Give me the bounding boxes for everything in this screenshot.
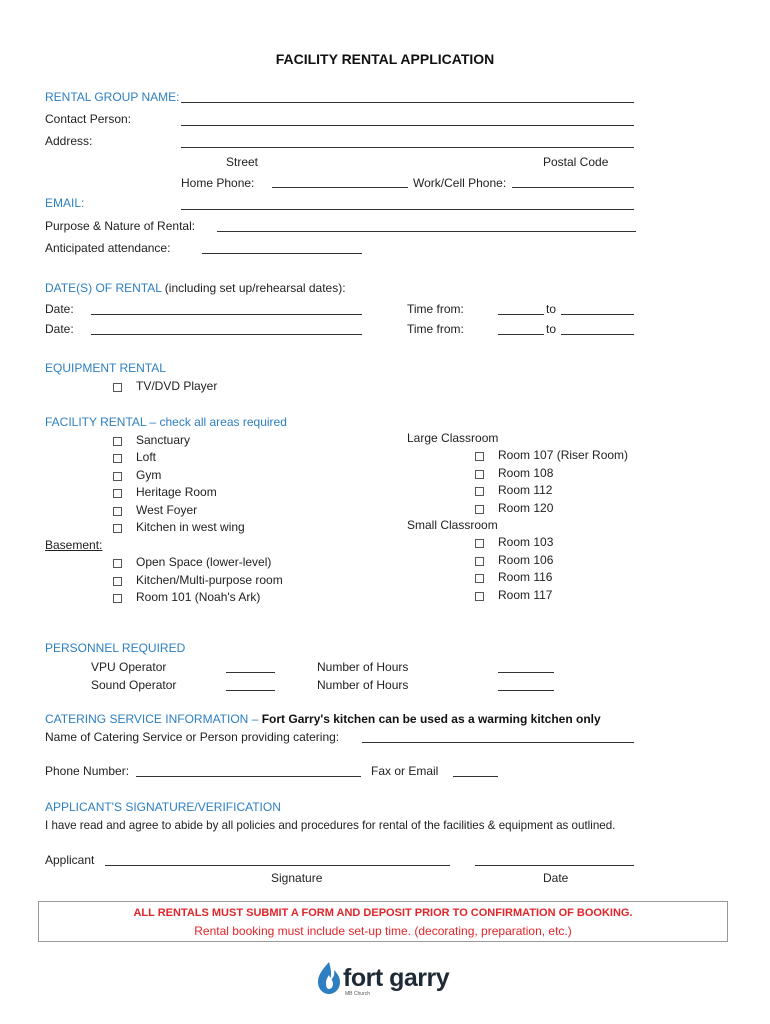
page-title: FACILITY RENTAL APPLICATION (275, 51, 495, 67)
kitchen-multipurpose-label: Kitchen/Multi-purpose room (136, 573, 283, 587)
room-103-label: Room 103 (498, 535, 554, 549)
address-label: Address: (45, 134, 93, 148)
address-field[interactable] (181, 147, 634, 148)
signature-statement: I have read and agree to abide by all policies and procedures for rental of the facilities & equipment as outlined. (45, 819, 616, 832)
dates-heading-note: (including set up/rehearsal dates): (164, 281, 346, 295)
open-space-checkbox[interactable] (113, 559, 122, 568)
room-101-checkbox[interactable] (113, 594, 122, 603)
work-cell-phone-field[interactable] (512, 187, 634, 188)
catering-phone-label: Phone Number: (45, 764, 130, 778)
date-caption: Date (543, 871, 569, 885)
catering-fax-field[interactable] (453, 776, 498, 777)
gym-checkbox[interactable] (113, 472, 122, 481)
room-108-label: Room 108 (498, 466, 554, 480)
applicant-date-field[interactable] (475, 865, 634, 866)
room-112-checkbox[interactable] (475, 487, 484, 496)
room-103-checkbox[interactable] (475, 539, 484, 548)
booking-warning: ALL RENTALS MUST SUBMIT A FORM AND DEPOSIT PRIOR TO CONFIRMATION OF BOOKING. (133, 907, 633, 919)
date-field-1[interactable] (91, 314, 362, 315)
west-foyer-checkbox[interactable] (113, 507, 122, 516)
vpu-operator-label: VPU Operator (91, 660, 167, 674)
loft-label: Loft (136, 450, 157, 464)
room-107-label: Room 107 (Riser Room) (498, 448, 629, 462)
to-label-2: to (546, 322, 557, 336)
personnel-heading: PERSONNEL REQUIRED (45, 641, 186, 655)
catering-fax-label: Fax or Email (371, 764, 439, 778)
room-117-label: Room 117 (498, 588, 553, 602)
room-120-checkbox[interactable] (475, 505, 484, 514)
vpu-hours-label: Number of Hours (317, 660, 409, 674)
email-field[interactable] (181, 209, 634, 210)
catering-service-field[interactable] (362, 742, 634, 743)
catering-note: Fort Garry's kitchen can be used as a warming kitchen only (261, 712, 601, 726)
signature-caption: Signature (271, 871, 323, 885)
open-space-label: Open Space (lower-level) (136, 555, 272, 569)
time-to-field-2[interactable] (561, 334, 634, 335)
vpu-operator-field[interactable] (226, 672, 275, 673)
catering-phone-field[interactable] (136, 776, 361, 777)
signature-heading: APPLICANT'S SIGNATURE/VERIFICATION (45, 800, 281, 814)
loft-checkbox[interactable] (113, 454, 122, 463)
large-classroom-label: Large Classroom (407, 431, 499, 445)
room-117-checkbox[interactable] (475, 592, 484, 601)
postal-code-caption: Postal Code (543, 155, 609, 169)
catering-heading-label: CATERING SERVICE INFORMATION (45, 712, 249, 726)
purpose-label: Purpose & Nature of Rental: (45, 219, 196, 233)
basement-label: Basement: (45, 538, 103, 552)
catering-heading-dash: – (248, 712, 262, 726)
time-from-label-1: Time from: (407, 302, 464, 316)
sound-operator-field[interactable] (226, 690, 275, 691)
sound-hours-field[interactable] (498, 690, 554, 691)
attendance-label: Anticipated attendance: (45, 241, 171, 255)
room-112-label: Room 112 (498, 483, 553, 497)
to-label-1: to (546, 302, 557, 316)
contact-person-label: Contact Person: (45, 112, 132, 126)
room-106-checkbox[interactable] (475, 557, 484, 566)
time-to-field-1[interactable] (561, 314, 634, 315)
rental-group-name-label: RENTAL GROUP NAME: (45, 90, 180, 104)
room-120-label: Room 120 (498, 501, 554, 515)
heritage-room-checkbox[interactable] (113, 489, 122, 498)
flame-drop-icon (316, 961, 342, 995)
time-from-label-2: Time from: (407, 322, 464, 336)
room-106-label: Room 106 (498, 553, 554, 567)
time-from-field-2[interactable] (498, 334, 544, 335)
small-classroom-label: Small Classroom (407, 518, 498, 532)
email-label: EMAIL: (45, 196, 85, 210)
gym-label: Gym (136, 468, 162, 482)
catering-heading (45, 712, 601, 726)
room-107-checkbox[interactable] (475, 452, 484, 461)
catering-service-label: Name of Catering Service or Person providing catering: (45, 730, 340, 744)
sound-hours-label: Number of Hours (317, 678, 409, 692)
sanctuary-checkbox[interactable] (113, 437, 122, 446)
heritage-room-label: Heritage Room (136, 485, 217, 499)
street-caption: Street (226, 155, 259, 169)
tv-dvd-checkbox[interactable] (113, 383, 122, 392)
tv-dvd-label: TV/DVD Player (136, 379, 218, 393)
contact-person-field[interactable] (181, 125, 634, 126)
date-field-2[interactable] (91, 334, 362, 335)
room-116-label: Room 116 (498, 570, 553, 584)
room-116-checkbox[interactable] (475, 574, 484, 583)
date-label-2: Date: (45, 322, 74, 336)
room-108-checkbox[interactable] (475, 470, 484, 479)
dates-heading (45, 281, 346, 295)
date-label-1: Date: (45, 302, 74, 316)
rental-group-name-field[interactable] (181, 102, 634, 103)
west-foyer-label: West Foyer (136, 503, 198, 517)
booking-notice-box (38, 901, 728, 942)
attendance-field[interactable] (202, 253, 362, 254)
logo-name: fort garry (343, 964, 450, 992)
applicant-label: Applicant (45, 853, 95, 867)
home-phone-label: Home Phone: (181, 176, 255, 190)
work-cell-phone-label: Work/Cell Phone: (413, 176, 507, 190)
kitchen-multipurpose-checkbox[interactable] (113, 577, 122, 586)
home-phone-field[interactable] (272, 187, 408, 188)
room-101-label: Room 101 (Noah's Ark) (136, 590, 261, 604)
dates-heading-label: DATE(S) OF RENTAL (45, 281, 162, 295)
facility-heading: FACILITY RENTAL – check all areas required (45, 415, 287, 429)
kitchen-west-wing-checkbox[interactable] (113, 524, 122, 533)
applicant-signature-field[interactable] (105, 865, 450, 866)
fort-garry-logo (316, 960, 450, 1000)
sound-operator-label: Sound Operator (91, 678, 177, 692)
purpose-field[interactable] (217, 231, 636, 232)
kitchen-west-wing-label: Kitchen in west wing (136, 520, 245, 534)
equipment-heading: EQUIPMENT RENTAL (45, 361, 166, 375)
sanctuary-label: Sanctuary (136, 433, 191, 447)
booking-subtext: Rental booking must include set-up time. (decorating, preparation, etc.) (194, 924, 572, 938)
logo-tagline: MB Church (345, 991, 371, 997)
vpu-hours-field[interactable] (498, 672, 554, 673)
time-from-field-1[interactable] (498, 314, 544, 315)
